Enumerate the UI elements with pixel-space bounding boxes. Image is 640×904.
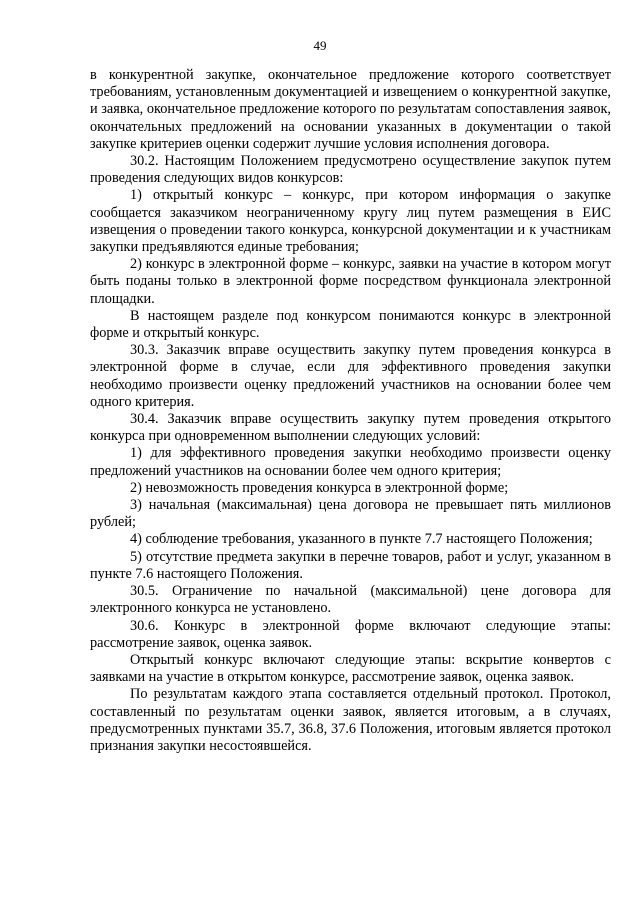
- paragraph-definition: В настоящем разделе под конкурсом понимаются конкурс в электронной форме и открытый конкурс.: [90, 307, 611, 342]
- document-body: [90, 67, 611, 755]
- list-item-electronic-tender: 2) конкурс в электронной форме – конкурс, заявки на участие в котором могут быть поданы только в электронной форме посредством функционала электронной площадки.: [90, 256, 611, 307]
- paragraph-30-6: 30.6. Конкурс в электронной форме включают следующие этапы: рассмотрение заявок, оценка заявок.: [90, 617, 611, 651]
- paragraph-30-5: 30.5. Ограничение по начальной (максимальной) цене договора для электронного конкурса не установлено.: [90, 583, 611, 617]
- paragraph-30-2: 30.2. Настоящим Положением предусмотрено осуществление закупок путем проведения следующих видов конкурсов:: [90, 153, 611, 187]
- paragraph-30-3: 30.3. Заказчик вправе осуществить закупку путем проведения конкурса в электронной форме в случае, если для эффективного проведения закупки необходимо произвести оценку предложений участников на основании более чем одного критерия.: [90, 342, 611, 410]
- paragraph-protocols: По результатам каждого этапа составляется отдельный протокол. Протокол, составленный по результатам оценки заявок, является итоговым, а в случаях, предусмотренных пунктами 35.7, 36.8, 37.6 Положения, итоговым является протокол признания закупки несостоявшейся.: [90, 686, 611, 754]
- paragraph-30-4: 30.4. Заказчик вправе осуществить закупку путем проведения открытого конкурса при одновременном выполнении следующих условий:: [90, 411, 611, 445]
- condition-item-2: 2) невозможность проведения конкурса в электронной форме;: [130, 479, 509, 496]
- paragraph-open-tender-stages: Открытый конкурс включают следующие этапы: вскрытие конвертов с заявками на участие в открытом конкурсе, рассмотрение заявок, оценка заявок.: [90, 651, 611, 686]
- condition-item-4: 4) соблюдение требования, указанного в пункте 7.7 настоящего Положения;: [130, 531, 593, 548]
- page-number: 49: [313, 38, 327, 53]
- condition-item-5: 5) отсутствие предмета закупки в перечне товаров, работ и услуг, указанном в пункте 7.6 настоящего Положения.: [90, 548, 611, 582]
- condition-item-1: 1) для эффективного проведения закупки необходимо произвести оценку предложений участников на основании более чем одного критерия;: [90, 445, 611, 479]
- paragraph-continuation: в конкурентной закупке, окончательное предложение которого соответствует требованиям, установленным документацией и извещением о конкурентной закупке, и заявка, окончательное предложение которого по результатам сопоставления заявок, окончательных предложений на основании указанных в документации о такой закупке критериев оценки содержит лучшие условия исполнения договора.: [90, 67, 611, 152]
- condition-item-3: 3) начальная (максимальная) цена договора не превышает пять миллионов рублей;: [90, 497, 611, 531]
- list-item-open-tender: 1) открытый конкурс – конкурс, при котором информация о закупке сообщается заказчиком неограниченному кругу лиц путем размещения в ЕИС извещения о проведении такого конкурса, конкурсной документации и к участникам закупки предъявляются единые требования;: [90, 187, 611, 256]
